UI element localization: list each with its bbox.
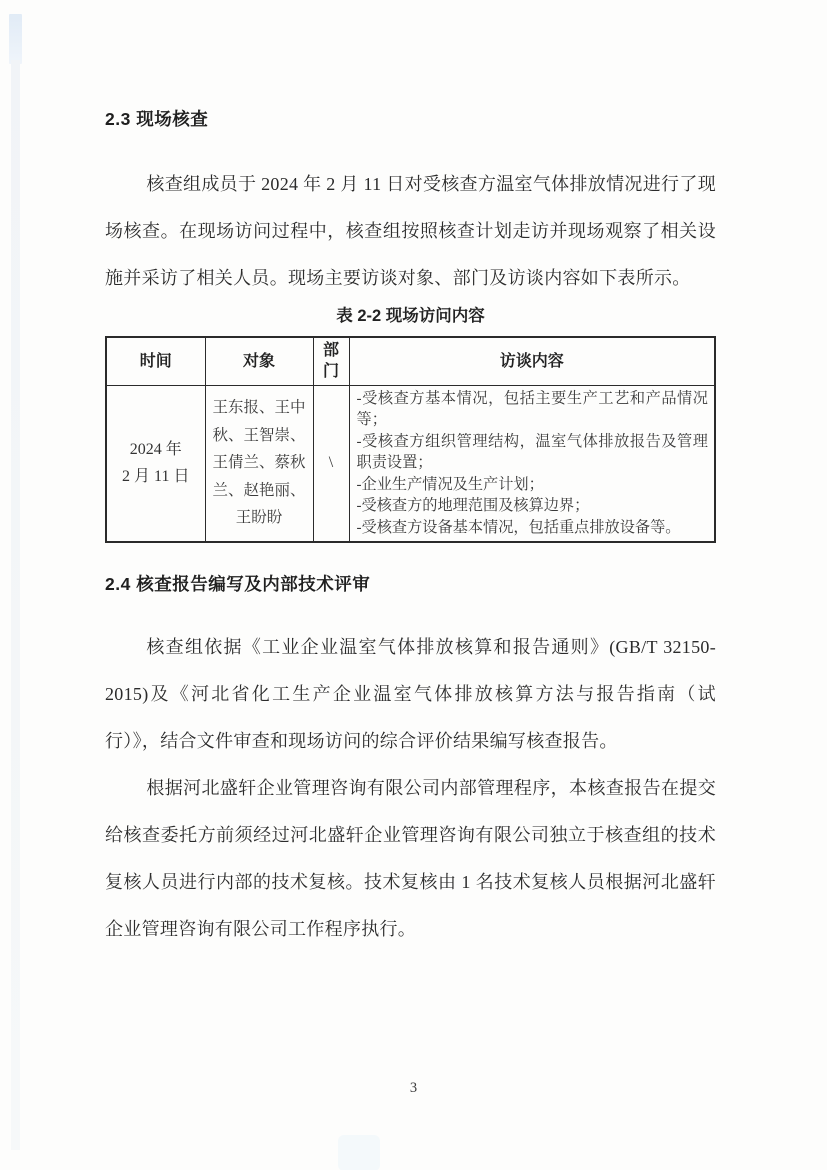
col-header-interviewees: 对象 [205, 337, 313, 385]
time-line-2: 2 月 11 日 [122, 468, 190, 486]
section-2-3-heading: 2.3 现场核查 [105, 109, 209, 129]
interview-content-item: -受核查方基本情况，包括主要生产工艺和产品情况等； [356, 389, 708, 429]
col-header-content: 访谈内容 [349, 337, 715, 385]
cell-department: \ [313, 385, 349, 542]
scan-artifact-top [9, 14, 22, 64]
cell-interviewees: 王东报、王中秋、王智崇、王倩兰、蔡秋兰、赵艳丽、王盼盼 [205, 385, 313, 542]
time-line-1: 2024 年 [129, 441, 182, 459]
col-header-time: 时间 [106, 337, 205, 385]
document-content [105, 108, 716, 953]
section-2-4-paragraph-1: 核查组依据《工业企业温室气体排放核算和报告通则》(GB/T 32150-2015)及《河北省化工生产企业温室气体排放核算方法与报告指南（试行）》，结合文件审查和现场访问的综合评价结果编写核查报告。 [105, 636, 716, 751]
table-header-row [106, 337, 715, 385]
scan-artifact-smudge [338, 1135, 380, 1170]
col-header-department: 部门 [313, 337, 349, 385]
cell-time [106, 385, 205, 542]
section-2-3-paragraph: 核查组成员于 2024 年 2 月 11 日对受核查方温室气体排放情况进行了现场核查。在现场访问过程中，核查组按照核查计划走访并现场观察了相关设施并采访了相关人员。现场主要访谈对象、部门及访谈内容如下表所示。 [105, 174, 716, 288]
scan-artifact-strip [11, 60, 20, 1150]
interview-content-item: -企业生产情况及生产计划； [356, 475, 544, 493]
section-2-4-heading: 2.4 核查报告编写及内部技术评审 [105, 573, 371, 594]
interview-content-item: -受核查方组织管理结构，温室气体排放报告及管理职责设置； [356, 432, 708, 472]
cell-interview-content [349, 385, 715, 542]
interview-content-item: -受核查方设备基本情况，包括重点排放设备等。 [356, 519, 681, 537]
section-2-4-paragraph-2: 根据河北盛轩企业管理咨询有限公司内部管理程序，本核查报告在提交给核查委托方前须经过河北盛轩企业管理咨询有限公司独立于核查组的技术复核人员进行内部的技术复核。技术复核由 1 名技术复核人员根据河北盛轩企业管理咨询有限公司工作程序执行。 [105, 777, 716, 939]
page-number: 3 [409, 1080, 418, 1096]
table-caption: 表 2-2 现场访问内容 [336, 307, 485, 325]
interview-content-item: -受核查方的地理范围及核算边界； [356, 497, 590, 515]
site-visit-table [105, 336, 716, 543]
table-row [106, 385, 715, 542]
